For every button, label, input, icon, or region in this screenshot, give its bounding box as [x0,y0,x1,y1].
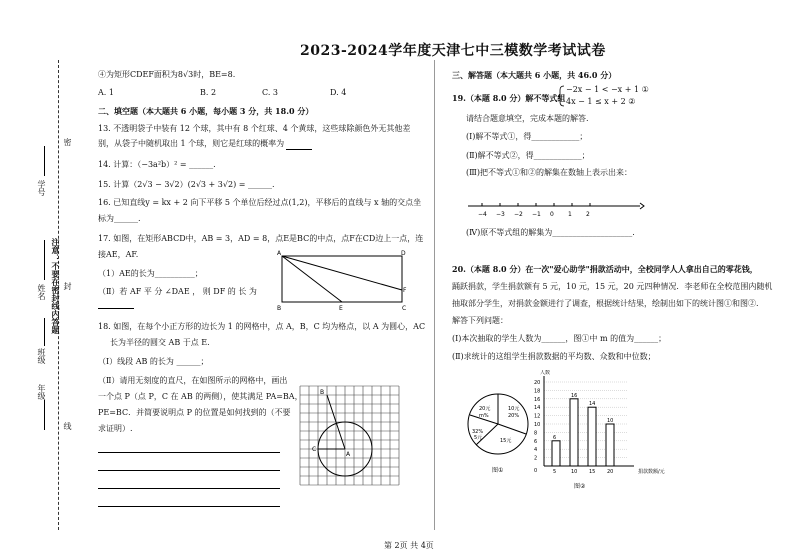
q17-rectangle-figure [276,248,410,312]
class-label: 班级 [37,348,46,364]
page-footer: 第 2页 共 4页 [384,541,434,550]
bar-xtick-label: 5 [553,469,557,475]
bar-ytick-label: 14 [534,405,541,412]
q13-answer-blank[interactable] [286,139,312,150]
student-id-field[interactable] [44,146,45,176]
q17-part2-answer-blank[interactable] [98,300,134,309]
name-label: 姓名 [37,284,46,300]
q19-heading: 19.（本题 8.0 分）解不等式组 [452,93,566,103]
bar-xtick-label: 20 [607,469,614,475]
bar-ytick-label: 16 [534,396,541,403]
bar-20 [606,424,614,466]
q13-line2: 别，从袋子中随机取出 1 个球，则它是红球的概率为 [98,139,285,148]
name-field[interactable] [44,240,45,280]
number-line[interactable] [466,196,646,222]
q17-part1: （1）AE的长为__________； [98,269,203,278]
bar-value-label: 6 [553,434,557,441]
point-c-label: C [402,305,407,312]
bar-xtick-label: 15 [589,469,596,475]
pie-slice-label-10: 10元 [508,406,520,412]
q15: 15. 计算（2√3 − 3√2）(2√3 + 3√2) = ______. [98,180,275,189]
seal-notice: 注意：不要在密封线内答题 [51,238,60,334]
pie-caption: 图① [492,467,504,474]
inequality-1: −2x − 1 < −x + 1 ① [566,85,649,94]
bar-ylabel: 人数 [540,370,551,376]
q18-part2-line2: 一个点 P（点 P，C 在 AB 的两侧），使其满足 PA=BA， [98,392,303,401]
seal-mark-xian: 线 [63,422,72,430]
bar-ytick-label: 8 [534,430,538,437]
bar-value-label: 16 [571,392,578,399]
q18-answer-line-1[interactable] [98,452,280,453]
grade-label: 年级 [37,384,46,400]
point-a-label: A [277,250,282,257]
class-field[interactable] [44,318,45,346]
q16-line1: 16. 已知直线y = kx + 2 向下平移 5 个单位后经过点(1,2)，平移后的直线与 x 轴的交点坐 [98,198,422,207]
bar-xlabel: 捐款数额/元 [638,469,665,475]
pie-slice-label-5: 5元 [474,435,483,441]
section-2-heading: 二、填空题（本大题共 6 小题，每小题 3 分，共 18.0 分） [98,106,314,116]
number-line-tick-label: −4 [478,211,487,218]
pie-slice-label-20: 20元 [479,406,491,412]
q20-part1: (Ⅰ)本次抽取的学生人数为______，图①中 m 的值为______； [452,334,667,343]
grid-point-a-label: A [346,451,351,458]
student-id-label: 学号 [37,180,46,196]
pie-slice-pct-20: m% [479,413,489,419]
q18-answer-line-2[interactable] [98,470,280,471]
q19-part3: (Ⅲ)把不等式①和②的解集在数轴上表示出来： [466,168,632,177]
q18-answer-line-3[interactable] [98,488,280,489]
q12-option-d[interactable]: D. 4 [330,88,347,97]
q18-grid-figure [296,382,408,490]
grid-point-c-label: C [312,446,317,453]
bar-ytick-label: 6 [534,438,538,445]
bar-value-label: 14 [589,401,596,408]
inequality-2: 4x − 1 ≤ x + 2 ② [566,97,636,106]
q19-part4: (Ⅳ)原不等式组的解集为____________________. [466,228,635,237]
bar-origin-label: 0 [534,468,538,474]
point-e-label: E [339,305,343,312]
point-f-label: F [403,287,407,294]
seal-mark-feng: 封 [63,282,72,290]
q12-option-a[interactable]: A. 1 [98,88,114,97]
number-line-tick-label: −2 [514,211,523,218]
q20-line4: 解答下列问题： [452,316,508,325]
number-line-tick-label: 0 [550,211,554,218]
q18-line2: 长为半径的圆交 AB 于点 E. [110,338,210,347]
number-line-tick-label: 1 [568,211,572,218]
pie-chart-figure1 [462,386,534,476]
q17-part2: （Ⅱ）若 AF 平 分 ∠DAE ， 则 DF 的 长 为 [98,287,257,296]
bar-caption: 图② [574,483,586,490]
bar-ytick-label: 4 [534,447,538,454]
pie-slice-pct-10: 20% [508,413,520,419]
q18-answer-line-4[interactable] [98,506,280,507]
grid-point-b-label: B [320,389,325,396]
q14: 14. 计算：（−3a²b）² = ______. [98,160,216,169]
bar-chart-figure2 [530,370,686,494]
pie-slice-label-15: 15元 [500,438,512,444]
bar-xtick-label: 10 [571,469,578,475]
segment-af [282,256,402,290]
q18-line1: 18. 如图，在每个小正方形的边长为 1 的网格中，点 A，B，C 均为格点，以 A 为圆心，AC [98,322,426,331]
q12-option-c[interactable]: C. 3 [262,88,279,97]
number-line-tick-label: −1 [532,211,541,218]
q20-line2: 踊跃捐款，学生捐款额有 5 元，10 元，15 元，20 元四种情况．李老师在全校范围内随机 [452,282,773,291]
q20-line1: 20.（本题 8.0 分）在一次"爱心助学"捐款活动中，全校同学人人拿出自己的零花钱， [452,264,758,274]
point-b-label: B [277,305,282,312]
inequality-brace [557,85,565,107]
rectangle-abcd [282,256,402,302]
section-3-heading: 三、解答题（本大题共 6 小题，共 46.0 分） [452,70,617,80]
number-line-tick-label: −3 [496,211,505,218]
q17-line2: 接AE，AF. [98,250,139,259]
bar-ytick-label: 18 [534,388,541,395]
bar-ytick-label: 12 [534,413,541,420]
q20-part2: (Ⅱ)求统计的这组学生捐款数据的平均数、众数和中位数； [452,352,656,361]
bar-15 [588,407,596,466]
segment-ae [282,256,342,302]
q20-line3: 抽取部分学生，对捐款金额进行了调查，根据统计结果，绘制出如下的统计图①和图②. [452,299,759,308]
seal-mark-mi: 密 [63,138,72,146]
arrow-right-icon [640,203,644,209]
q16-line2: 标为______. [98,214,141,223]
point-d-label: D [401,250,406,257]
column-divider [434,60,435,530]
number-line-tick-label: 2 [586,211,590,218]
q19-instruction: 请结合题意填空，完成本题的解答. [466,114,589,123]
q18-part2-line4: 求证明）. [98,424,133,433]
q18-part1: （Ⅰ）线段 AB 的长为 ______； [98,357,209,366]
q19-part2: (Ⅱ)解不等式②，得____________； [466,151,590,160]
bar-ytick-label: 20 [534,380,541,386]
q18-part2-line1: （Ⅱ）请用无刻度的直尺，在如图所示的网格中，画出 [98,376,288,385]
q13-line1: 13. 不透明袋子中装有 12 个球，其中有 8 个红球、4 个黄球，这些球除颜色外无其他差 [98,124,411,133]
q12-option-b[interactable]: B. 2 [200,88,217,97]
q18-part2-line3: PE=BC．并简要说明点 P 的位置是如何找到的（不要 [98,408,291,417]
grade-field[interactable] [44,400,45,430]
page-title: 2023-2024学年度天津七中三模数学考试试卷 [300,43,606,59]
pie-slice-pct-5: 32% [472,429,484,435]
q17-line1: 17. 如图，在矩形ABCD中，AB = 3，AD = 8，点E是BC的中点，点F在CD边上一点，连 [98,234,424,243]
bar-ytick-label: 10 [534,422,541,428]
q19-part1: (Ⅰ)解不等式①，得____________； [466,132,588,141]
bar-10 [570,399,578,466]
q12-statement-4: ④为矩形CDEF面积为8√3时，BE=8. [98,70,236,79]
bar-ytick-label: 2 [534,455,538,462]
bar-value-label: 10 [607,418,614,424]
bar-5 [552,441,560,466]
